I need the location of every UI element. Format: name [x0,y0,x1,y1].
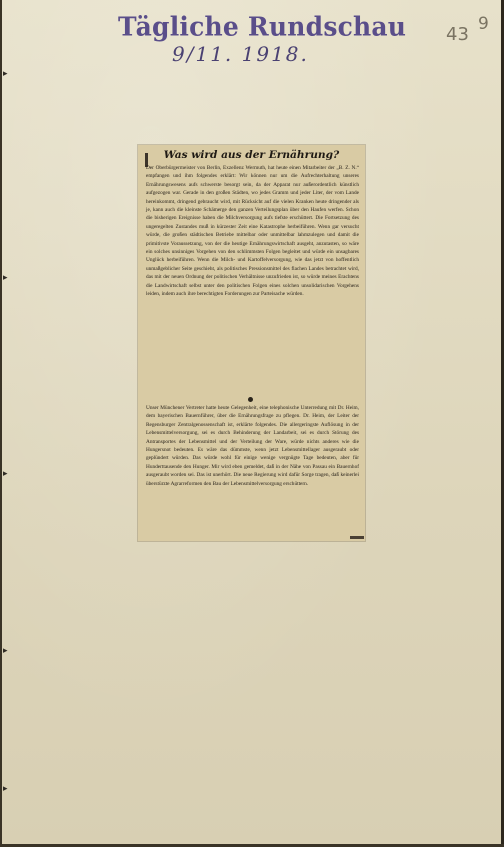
newspaper-stamp: Tägliche Rundschau [118,11,407,42]
clipping-paragraph: Unser Münchener Vertreter hatte heute Gelegenheit, eine telephonische Unterredung mit Dr. Heim, dem bayerischen Bauernführer, über die Ernährungsfrage zu pflegen. Dr. Heim, der Leiter der Regensburger Zentralgenossenschaft ist, erklärte folgendes. Die allergeringste Auflösung in der Lebensmittelversorgung, sei es durch Behinderung der Landarbeit, sei es durch Störung des Antransportes der Lebensmittel und der Verteilung der Ware, würde nichts anderes wie die Hungersnot bedeuten. Es wäre das dümmste, wenn jetzt Lebensmittellager ausgeraubt oder geplündert würden. Das würde wohl für einige wenige vergnügte Tage bedeuten, aber für Hunderttausende den Hunger. Mir wird eben gemeldet, daß in der Nähe von Passau ein Bauernhof ausgeraubt worden sei. Das ist unerhört. Die neue Regierung wird dafür Sorge tragen, daß keinerlei überstürzte Agrarreformen den Bau der Lebensmittelversorgung erschüttern. [146,405,359,487]
binding-hole-mark: ▸ [3,469,8,479]
binding-hole-mark: ▸ [3,646,8,656]
folio-number: 9 [478,14,489,34]
clipping-headline: Was wird aus der Ernährung? [163,149,340,161]
section-divider-dot [248,397,253,402]
clipping-end-rule [350,536,364,539]
archive-number: 43 [446,24,469,45]
clipping-paragraph: Der Oberbürgermeister von Berlin, Exzellenz Wermuth, hat heute einen Mitarbeiter der „B. Z. N.“ empfangen und ihm folgendes erklärt: Wir können nur um die Aufrechterhaltung unseres Ernährungswesens aufs schwerste besorgt sein, da der Apparat nur außerordentlich künstlich aufgezogen war. Gerade in den großen Städten, wo jedes Gramm und jeder Liter, der vom Lande hereinkommt, dringend gebraucht wird, mit Rücksicht auf die vielen Kranken heute dringender als je, kann auch die kleinste Schämerge den ganzen Verteilungsplan über den Haufen werfen. Schon die bisherigen Ereignisse haben die Milchversorgung aufs tiefste erschüttert. Die Fortsetzung des ungeregelten Zustandes muß in kürzester Zeit eine Katastrophe herbeiführen. Wenn gar versucht würde, die großen städtischen Betriebe mittelbar oder unmittelbar lahmzulegen und damit die primitivste Voraussetzung, von der die heutige Ernährungswirtschaft ausgeht, anzutasten, so wäre ein solches unsinniges Vorgehen von den schlimmsten Folgen begleitet und würde ein unsagbares Unglück herbeiführen. Wenn die Milch- und Kartoffelversorgung, wie das jetzt von hoffentlich unmaßgeblicher Seite geschieht, als politisches Pressionsmittel des flachen Landes betrachtet wird, das mit der neuen Ordnung der politischen Verhältnisse unzufrieden ist, so würde meines Erachtens die Landwirtschaft selbst unter den politischen Folgen eines solchen unsolidarischen Vorgehens leiden, indem auch ihre berechtigten Forderungen zur Parteisache würden. [146,165,359,298]
handwritten-date: 9/11. 1918. [172,42,309,66]
newspaper-clipping [138,145,365,541]
page-edge-left [0,0,2,847]
binding-hole-mark: ▸ [3,784,8,794]
binding-hole-mark: ▸ [3,69,8,79]
binding-hole-mark: ▸ [3,273,8,283]
